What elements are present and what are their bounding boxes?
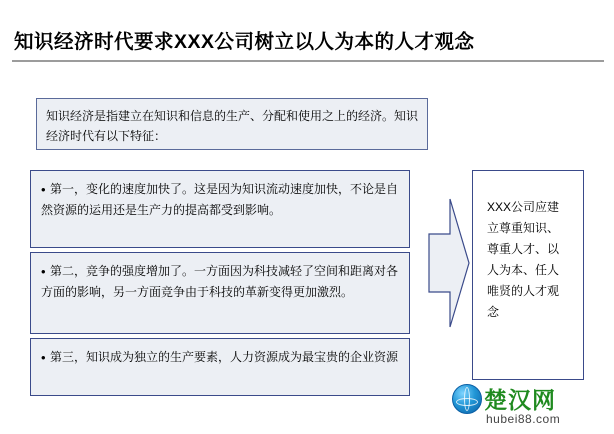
conclusion-box: [472, 170, 584, 380]
intro-callout: [36, 98, 428, 150]
conclusion-text: XXX公司应建立尊重知识、尊重人才、以人为本、任人唯贤的人才观念: [487, 200, 560, 319]
right-arrow-icon: [428, 198, 470, 328]
page-title: 知识经济时代要求XXX公司树立以人为本的人才观念: [14, 31, 475, 53]
bullet-marker: •: [41, 264, 46, 279]
watermark-brand: 楚汉网: [484, 387, 556, 413]
feature-box-1: [30, 170, 410, 248]
bullet-marker: •: [41, 182, 46, 197]
globe-icon: [452, 384, 482, 414]
watermark-url: hubei88.com: [486, 412, 561, 426]
feature-text-3: 第三，知识成为独立的生产要素，人力资源成为最宝贵的企业资源: [50, 350, 399, 364]
bullet-marker: •: [41, 350, 46, 365]
watermark: [452, 382, 602, 430]
intro-text: 知识经济是指建立在知识和信息的生产、分配和使用之上的经济。知识经济时代有以下特征：: [46, 109, 419, 143]
feature-text-1: 第一，变化的速度加快了。这是因为知识流动速度加快，不论是自然资源的运用还是生产力的提高都受到影响。: [41, 182, 399, 217]
feature-text-2: 第二，竞争的强度增加了。一方面因为科技减轻了空间和距离对各方面的影响，另一方面竞争由于科技的革新变得更加激烈。: [41, 264, 399, 299]
feature-box-3: [30, 338, 410, 396]
title-divider: [12, 60, 604, 62]
feature-box-2: [30, 252, 410, 334]
